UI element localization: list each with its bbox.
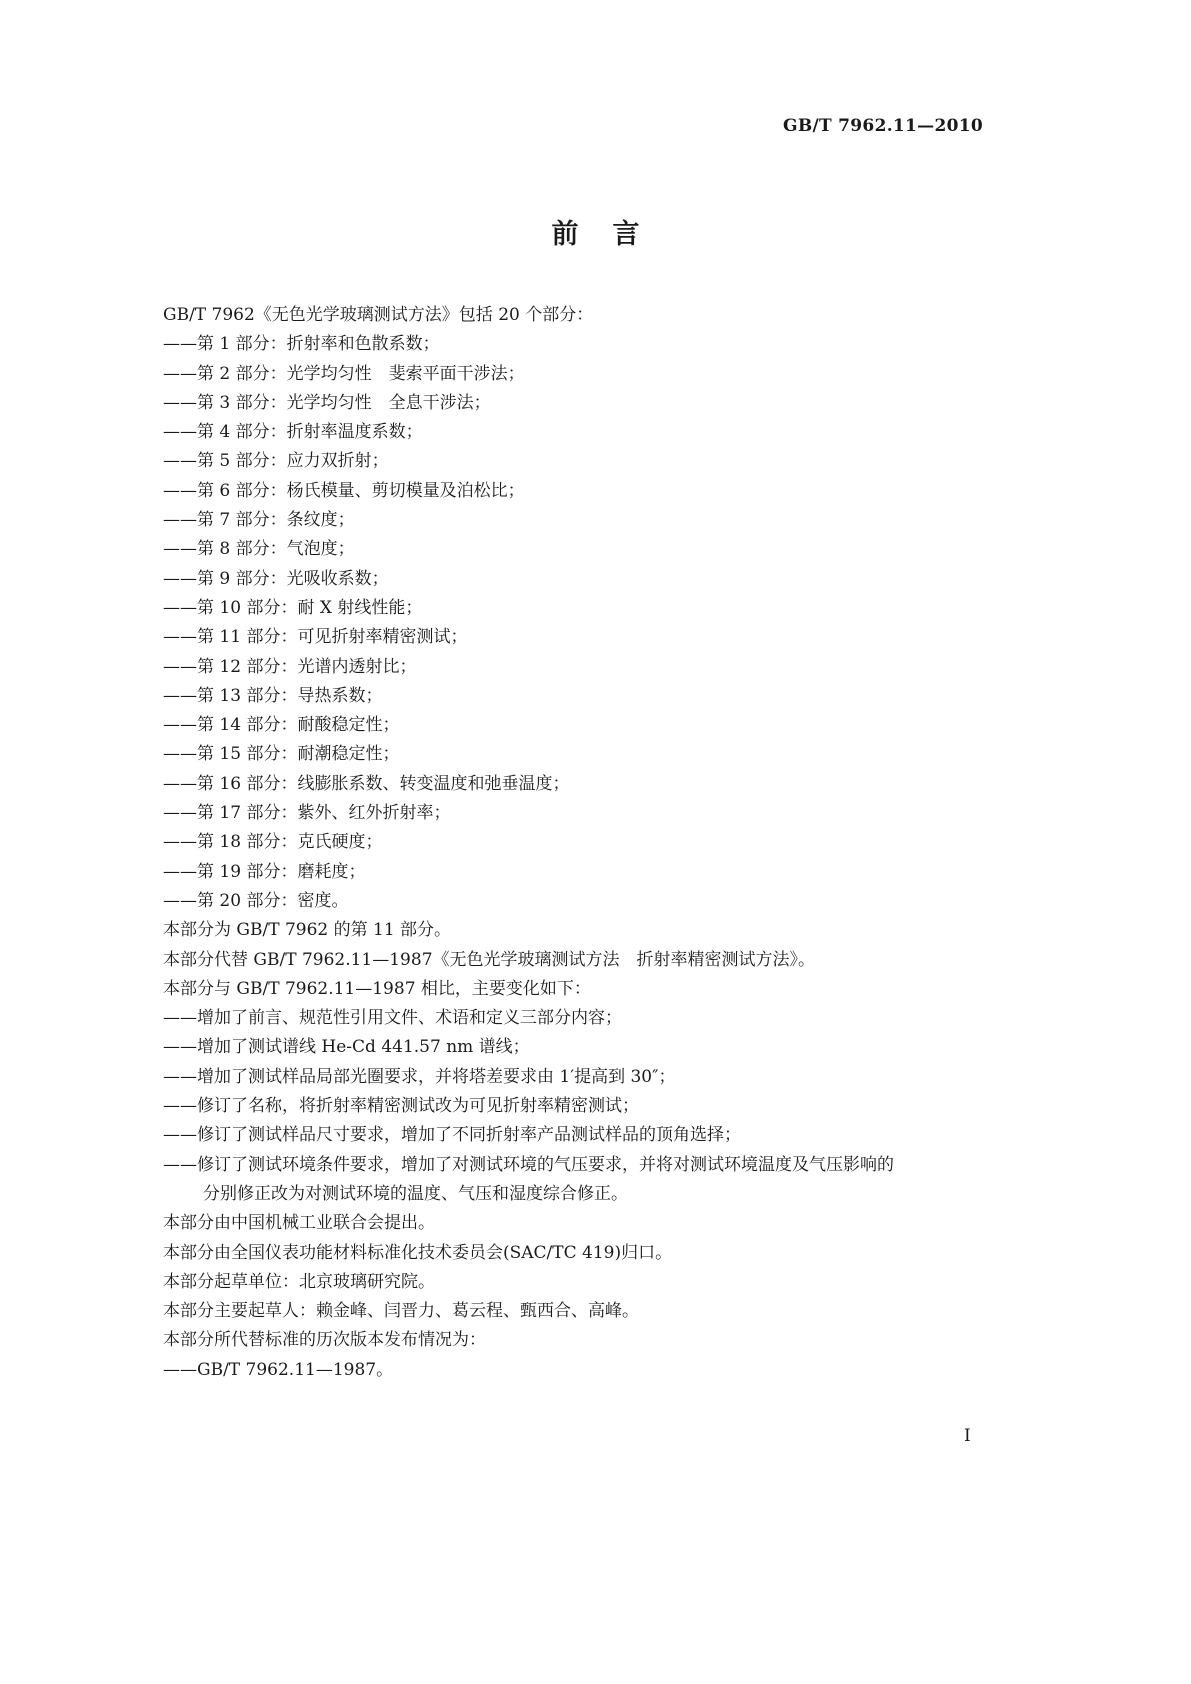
list-item: ——第 12 部分：光谱内透射比； [163, 656, 417, 677]
list-item: ——第 19 部分：磨耗度； [163, 861, 366, 882]
list-item: ——修订了名称，将折射率精密测试改为可见折射率精密测试； [163, 1096, 639, 1117]
list-item-continuation: 分别修正改为对测试环境的温度、气压和湿度综合修正。 [203, 1183, 628, 1204]
page-number: I [964, 1426, 971, 1446]
page-title: 前言 [551, 219, 674, 250]
list-item: ——第 10 部分：耐 X 射线性能； [163, 597, 423, 618]
list-item: ——第 9 部分：光吸收系数； [163, 568, 389, 589]
paragraph: 本部分所代替标准的历次版本发布情况为： [163, 1330, 486, 1351]
paragraph: 本部分起草单位：北京玻璃研究院。 [163, 1271, 435, 1292]
list-item: ——第 5 部分：应力双折射； [163, 451, 389, 472]
list-item: ——第 3 部分：光学均匀性 全息干涉法； [163, 392, 491, 413]
paragraph: GB/T 7962《无色光学玻璃测试方法》包括 20 个部分： [163, 305, 594, 325]
list-item: ——修订了测试环境条件要求，增加了对测试环境的气压要求，并将对测试环境温度及气压影响的 [163, 1154, 894, 1175]
list-item: ——第 11 部分：可见折射率精密测试； [163, 627, 468, 648]
paragraph: 本部分为 GB/T 7962 的第 11 部分。 [163, 920, 452, 941]
list-item: ——第 16 部分：线膨胀系数、转变温度和弛垂温度； [163, 773, 570, 794]
list-item: ——第 2 部分：光学均匀性 斐索平面干涉法； [163, 363, 525, 384]
paragraph: 本部分代替 GB/T 7962.11—1987《无色光学玻璃测试方法 折射率精密测试方法》。 [163, 949, 816, 970]
list-item: ——第 17 部分：紫外、红外折射率； [163, 803, 451, 824]
list-item: ——第 4 部分：折射率温度系数； [163, 422, 423, 443]
standard-number-header: GB/T 7962.11—2010 [783, 116, 983, 136]
list-item: ——增加了测试谱线 He-Cd 441.57 nm 谱线； [163, 1037, 530, 1058]
list-item: ——第 8 部分：气泡度； [163, 539, 355, 560]
foreword-body [163, 301, 993, 1385]
list-item: ——第 7 部分：条纹度； [163, 510, 355, 531]
list-item: ——增加了前言、规范性引用文件、术语和定义三部分内容； [163, 1008, 622, 1029]
list-item: ——第 18 部分：克氏硬度； [163, 832, 383, 853]
list-item: ——GB/T 7962.11—1987。 [163, 1359, 394, 1380]
list-item: ——第 15 部分：耐潮稳定性； [163, 744, 400, 765]
paragraph: 本部分由中国机械工业联合会提出。 [163, 1213, 435, 1234]
list-item: ——第 6 部分：杨氏模量、剪切模量及泊松比； [163, 480, 525, 501]
list-item: ——第 13 部分：导热系数； [163, 685, 383, 706]
list-item: ——修订了测试样品尺寸要求，增加了不同折射率产品测试样品的顶角选择； [163, 1125, 741, 1146]
list-item: ——第 14 部分：耐酸稳定性； [163, 715, 400, 736]
list-item: ——第 1 部分：折射率和色散系数； [163, 334, 440, 355]
list-item: ——增加了测试样品局部光圈要求，并将塔差要求由 1′提高到 30″； [163, 1066, 676, 1087]
list-item: ——第 20 部分：密度。 [163, 890, 349, 911]
paragraph: 本部分主要起草人：赖金峰、闫晋力、葛云程、甄西合、高峰。 [163, 1301, 639, 1322]
paragraph: 本部分由全国仪表功能材料标准化技术委员会(SAC/TC 419)归口。 [163, 1242, 673, 1263]
paragraph: 本部分与 GB/T 7962.11—1987 相比，主要变化如下： [163, 978, 591, 999]
